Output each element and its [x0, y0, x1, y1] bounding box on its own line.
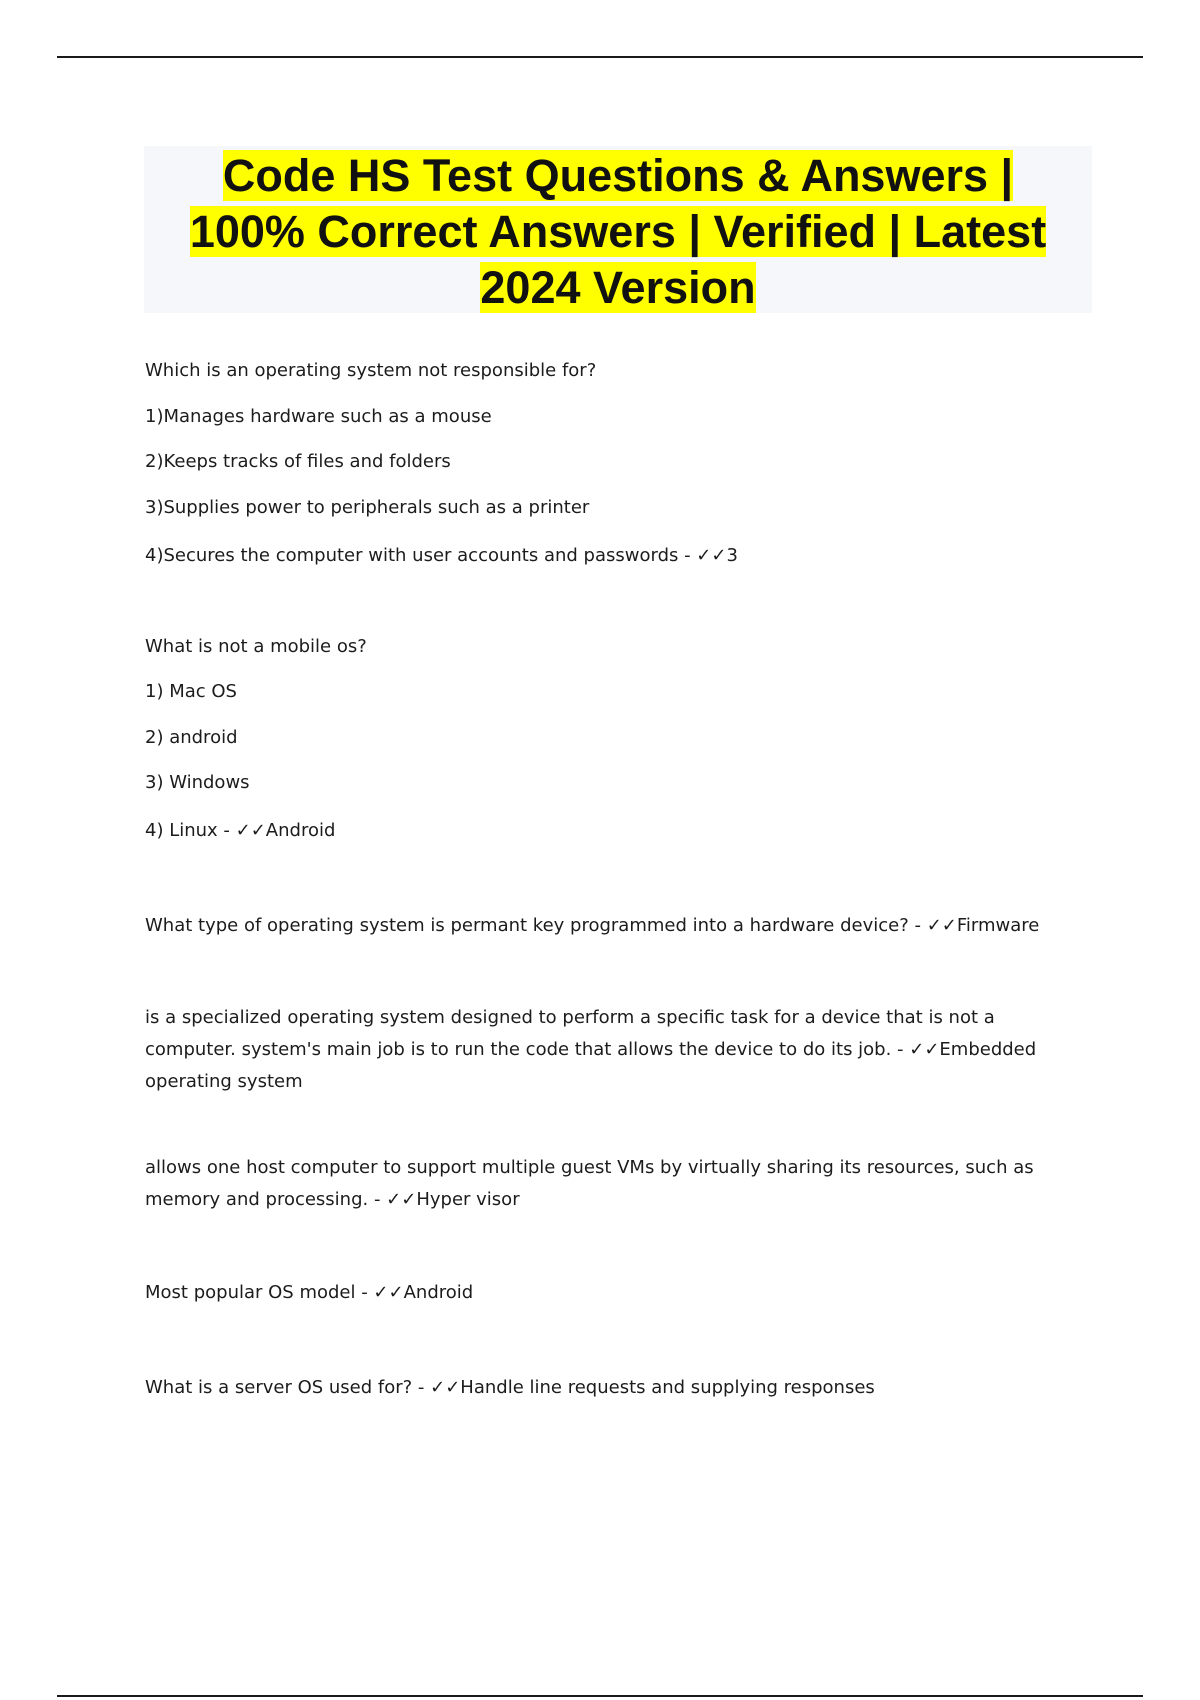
title-box [144, 146, 1092, 313]
page-title [144, 146, 1092, 316]
question-3-answer: What type of operating system is permant key programmed into a hardware device? - ✓✓Firmware [145, 915, 1040, 936]
question-1-option-2: 2)Keeps tracks of files and folders [145, 451, 451, 472]
question-1-option-4-answer: 4)Secures the computer with user accounts and passwords - ✓✓3 [145, 545, 738, 566]
question-2: What is not a mobile os? [145, 636, 367, 657]
question-5-answer: allows one host computer to support multiple guest VMs by virtually sharing its resources, such as memory and processing. - ✓✓Hyper visor [145, 1157, 1034, 1210]
bottom-rule [57, 1695, 1143, 1697]
question-4-answer: is a specialized operating system designed to perform a specific task for a device that is not a computer. system's main job is to run the code that allows the device to do its job. - ✓✓Embedded operating system [145, 1007, 1037, 1092]
question-1-option-3: 3)Supplies power to peripherals such as a printer [145, 497, 590, 518]
top-rule [57, 56, 1143, 58]
title-line-2: 100% Correct Answers | Verified | Latest [189, 206, 1047, 257]
question-2-option-1: 1) Mac OS [145, 681, 237, 702]
question-7-answer: What is a server OS used for? - ✓✓Handle line requests and supplying responses [145, 1377, 875, 1398]
question-2-option-4-answer: 4) Linux - ✓✓Android [145, 820, 336, 841]
question-2-option-3: 3) Windows [145, 772, 250, 793]
question-6-answer: Most popular OS model - ✓✓Android [145, 1282, 474, 1303]
question-2-option-2: 2) android [145, 727, 238, 748]
question-1: Which is an operating system not responsible for? [145, 360, 597, 381]
title-line-3: 2024 Version [480, 262, 756, 313]
title-line-1: Code HS Test Questions & Answers | [222, 150, 1014, 201]
question-1-option-1: 1)Manages hardware such as a mouse [145, 406, 492, 427]
